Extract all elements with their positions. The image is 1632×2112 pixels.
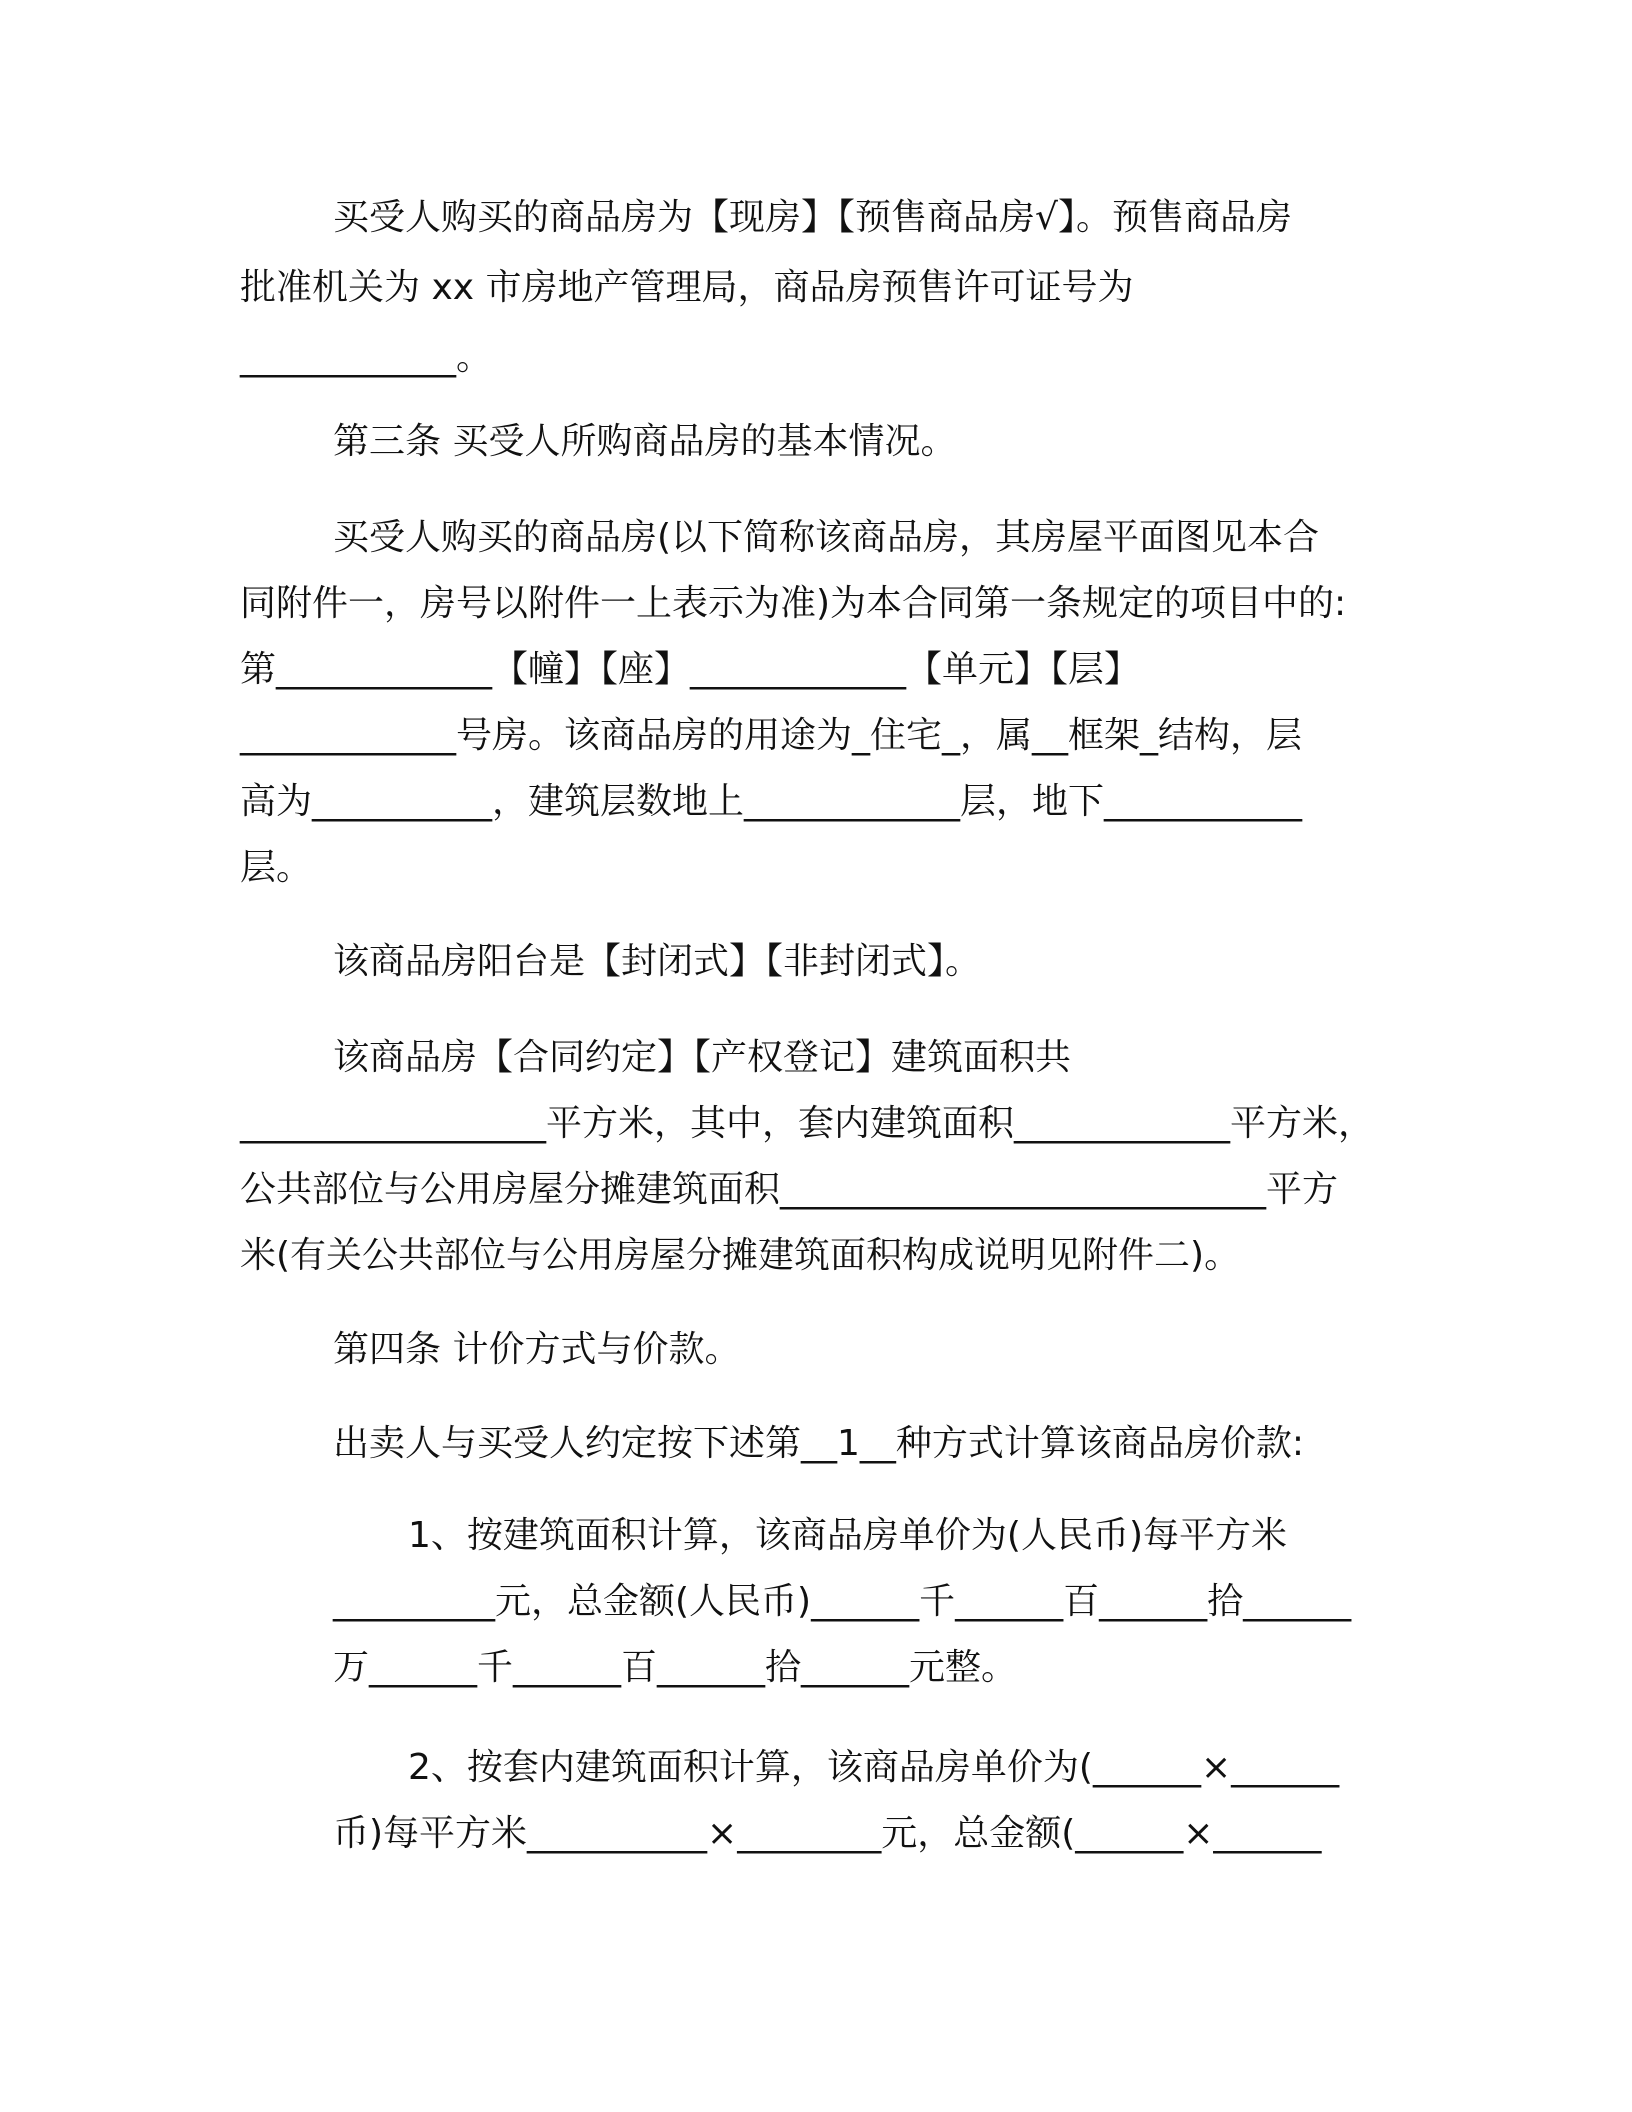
paragraph-area-line-3: 公共部位与公用房屋分摊建筑面积___________________________平方	[240, 1169, 1339, 1210]
paragraph-area-line-2: _________________平方米，其中，套内建筑面积____________平方米，	[240, 1103, 1375, 1144]
paragraph-area-line-4: 米(有关公共部位与公用房屋分摊建筑面积构成说明见附件二)。	[240, 1235, 1241, 1276]
paragraph-presale-line-3: ____________。	[240, 337, 493, 378]
paragraph-basic-info-line-5: 高为__________，建筑层数地上____________层，地下___________	[240, 781, 1303, 822]
item-one-line-3: 万______千______百______拾______元整。	[333, 1647, 1018, 1688]
item-one-line-1: 1、按建筑面积计算，该商品房单价为(人民币)每平方米	[408, 1515, 1287, 1556]
paragraph-basic-info-line-1: 买受人购买的商品房(以下简称该商品房，其房屋平面图见本合	[333, 517, 1320, 558]
paragraph-basic-info-line-6: 层。	[240, 847, 313, 888]
article-four-heading: 第四条 计价方式与价款。	[333, 1329, 741, 1370]
paragraph-area-line-1: 该商品房【合同约定】【产权登记】建筑面积共	[333, 1037, 1072, 1078]
paragraph-balcony: 该商品房阳台是【封闭式】【非封闭式】。	[333, 941, 982, 982]
paragraph-basic-info-line-2: 同附件一，房号以附件一上表示为准)为本合同第一条规定的项目中的:	[240, 583, 1347, 624]
paragraph-presale-line-2: 批准机关为 xx 市房地产管理局，商品房预售许可证号为	[240, 267, 1134, 308]
item-two-line-1: 2、按套内建筑面积计算，该商品房单价为(______×______	[408, 1747, 1340, 1788]
item-two-line-2: 币)每平方米__________×________元，总金额(______×______	[333, 1813, 1322, 1854]
paragraph-basic-info-line-3: 第____________【幢】【座】____________【单元】【层】	[240, 649, 1141, 690]
paragraph-pricing-method: 出卖人与买受人约定按下述第__1__种方式计算该商品房价款:	[333, 1423, 1305, 1464]
paragraph-basic-info-line-4: ____________号房。该商品房的用途为_住宅_，属__框架_结构，层	[240, 715, 1303, 756]
item-one-line-2: _________元，总金额(人民币)______千______百______拾______	[333, 1581, 1352, 1622]
paragraph-presale-line-1: 买受人购买的商品房为【现房】【预售商品房√】。预售商品房	[333, 197, 1292, 238]
article-three-heading: 第三条 买受人所购商品房的基本情况。	[333, 421, 957, 462]
